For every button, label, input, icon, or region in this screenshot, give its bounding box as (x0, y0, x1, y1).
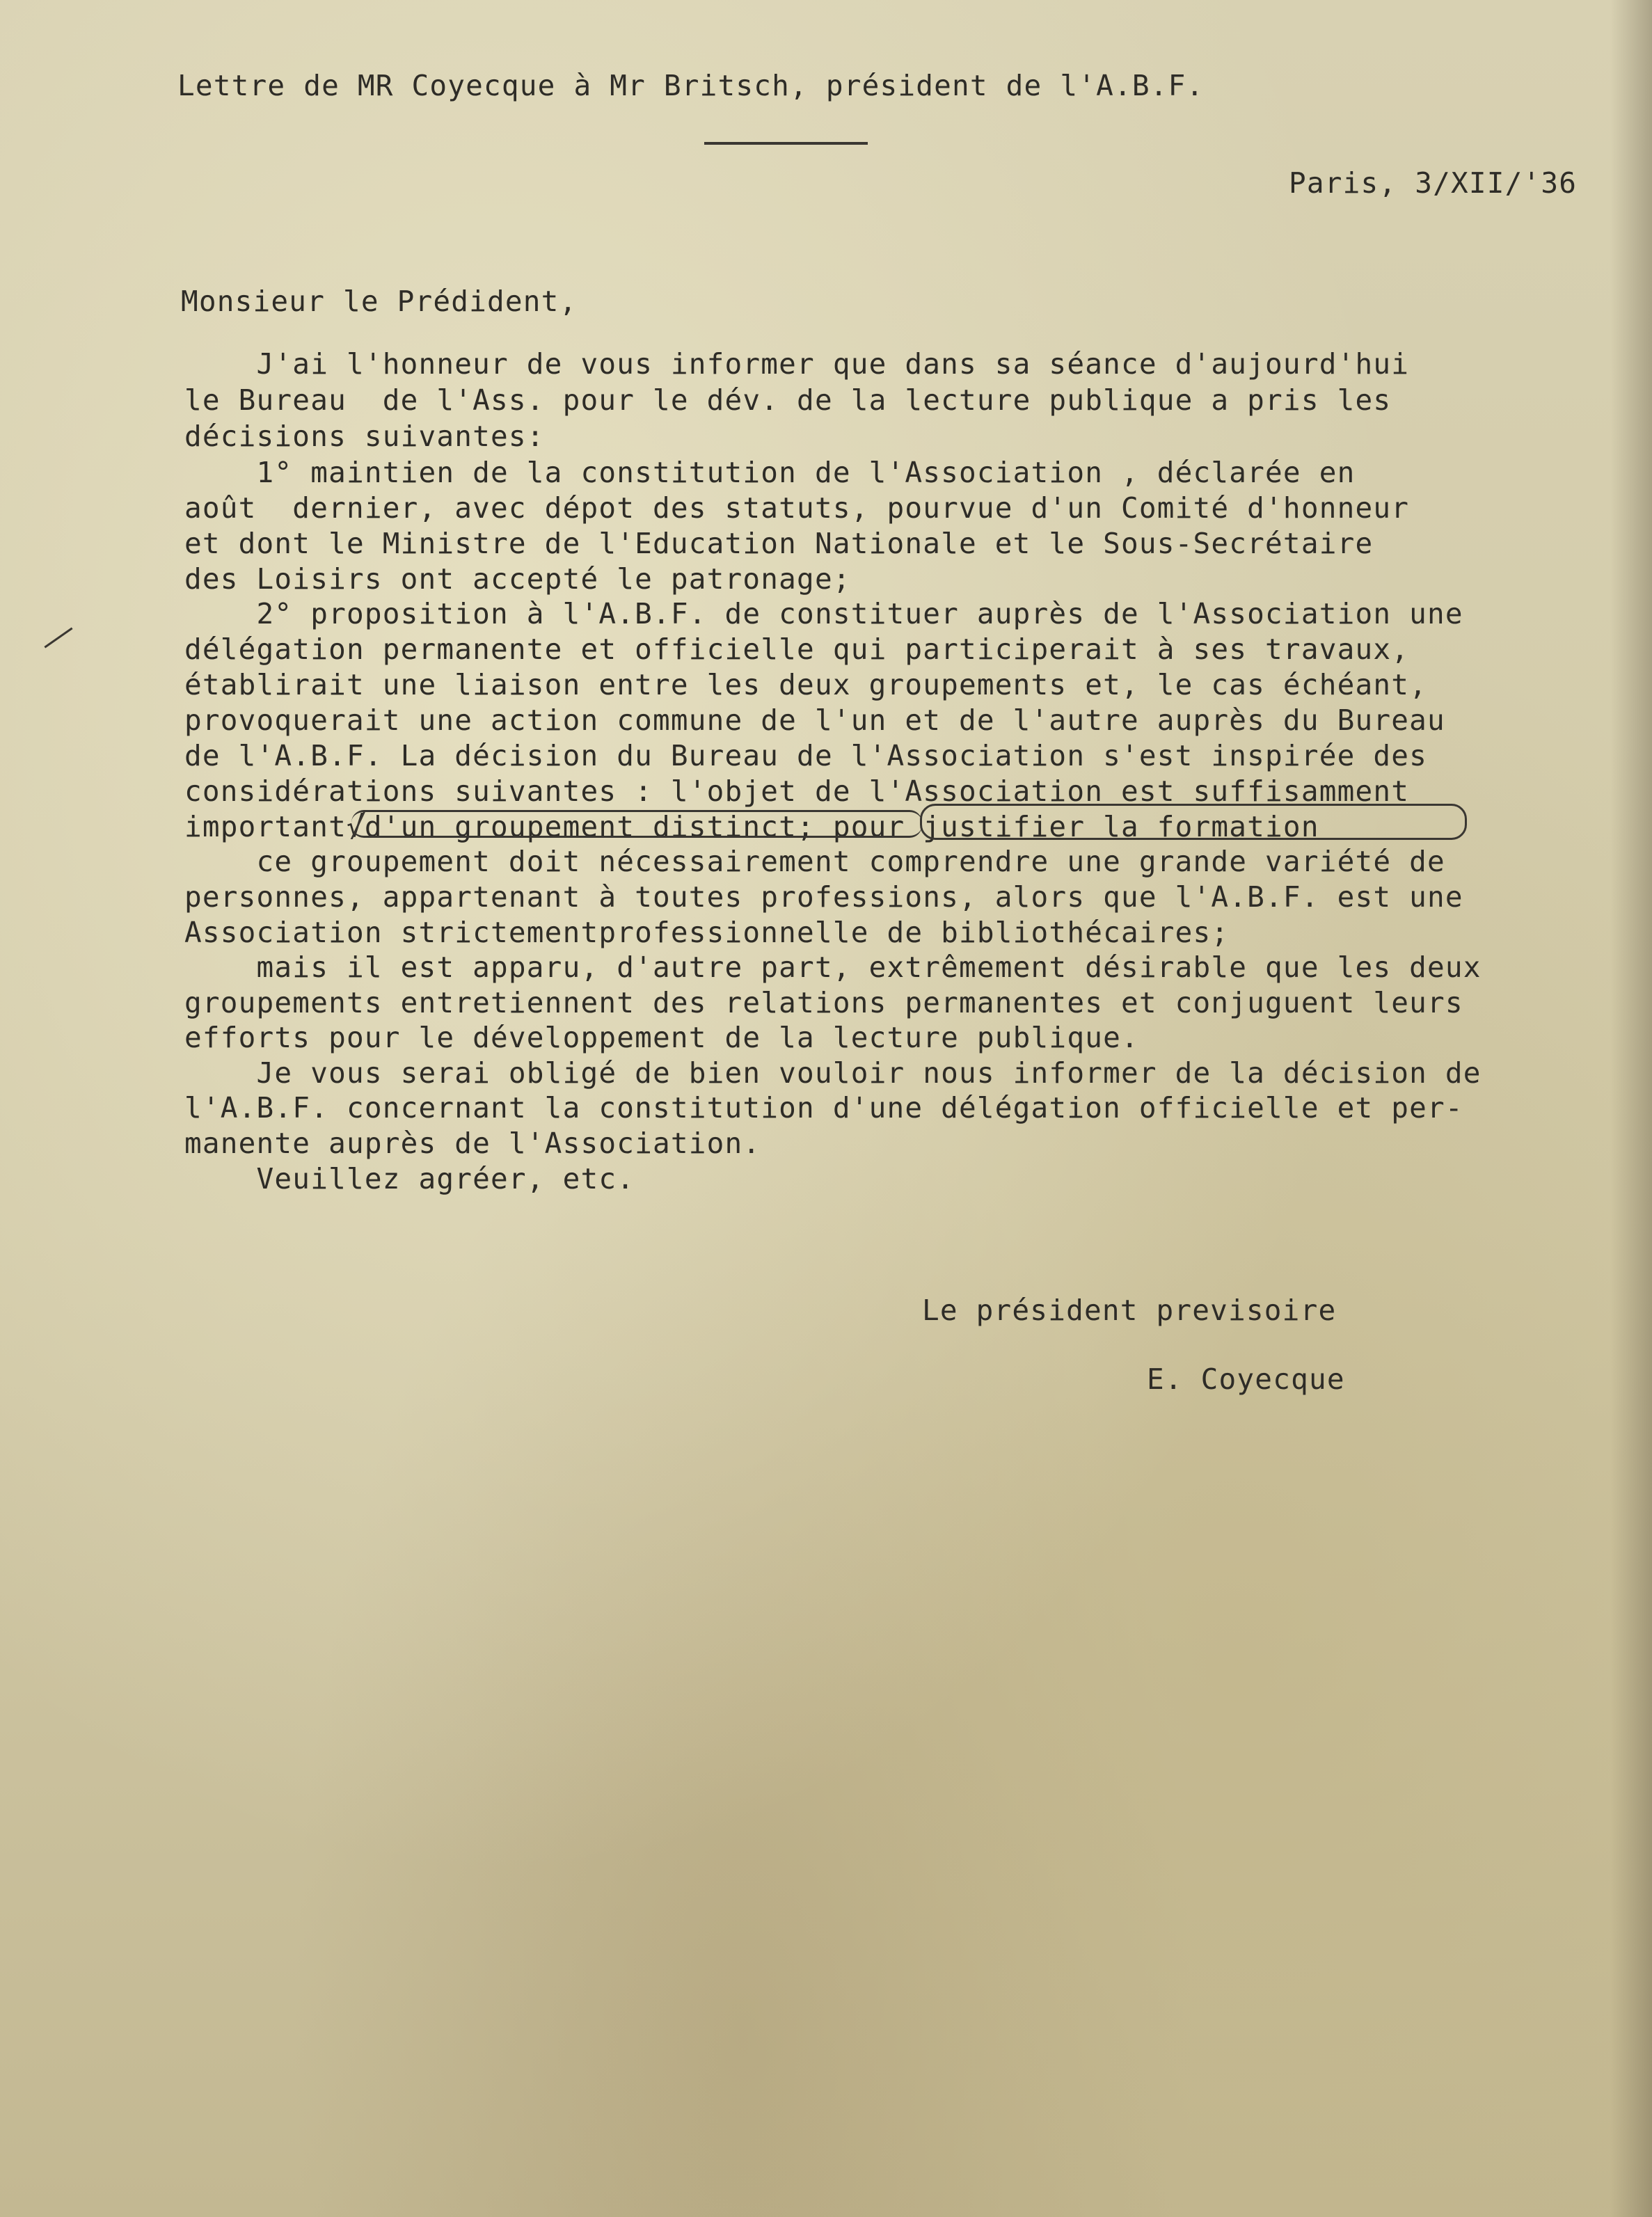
dateline: Paris, 3/XII/'36 (1289, 166, 1578, 200)
body-line: 2° proposition à l'A.B.F. de constituer auprès de l'Association une (184, 597, 1463, 630)
body-line: des Loisirs ont accepté le patronage; (184, 562, 851, 596)
body-line: manente auprès de l'Association. (184, 1127, 761, 1160)
salutation: Monsieur le Prédident, (181, 285, 578, 318)
closing-title: Le président previsoire (922, 1294, 1337, 1327)
body-line: groupements entretiennent des relations permanentes et conjuguent leurs (184, 986, 1463, 1019)
body-line: J'ai l'honneur de vous informer que dans sa séance d'aujourd'hui (184, 347, 1410, 381)
body-line: Association strictementprofessionnelle de bibliothécaires; (184, 916, 1230, 949)
body-line: efforts pour le développement de la lecture publique. (184, 1021, 1139, 1054)
body-line: provoquerait une action commune de l'un et de l'autre auprès du Bureau (184, 704, 1445, 737)
body-line: mais il est apparu, d'autre part, extrêmement désirable que les deux (184, 951, 1482, 984)
body-line: décisions suivantes: (184, 420, 545, 453)
body-line: important√d'un groupement distinct; pour justifier la formation (184, 810, 1319, 843)
body-line: 1° maintien de la constitution de l'Association , déclarée en (184, 456, 1356, 489)
page-edge-shadow (1610, 0, 1652, 2217)
body-line: août dernier, avec dépot des statuts, pourvue d'un Comité d'honneur (184, 491, 1410, 525)
handwritten-underline-annotation (351, 810, 922, 838)
body-line: personnes, appartenant à toutes professions, alors que l'A.B.F. est une (184, 880, 1463, 914)
body-line: établirait une liaison entre les deux groupements et, le cas échéant, (184, 668, 1428, 701)
signature-name: E. Coyecque (1147, 1362, 1345, 1396)
body-line: l'A.B.F. concernant la constitution d'une délégation officielle et per- (184, 1091, 1463, 1125)
body-line: Je vous serai obligé de bien vouloir nous informer de la décision de (184, 1056, 1482, 1090)
body-line: de l'A.B.F. La décision du Bureau de l'Association s'est inspirée des (184, 739, 1428, 772)
handwritten-circle-annotation (920, 804, 1467, 840)
body-line: délégation permanente et officielle qui participerait à ses travaux, (184, 633, 1410, 666)
letter-heading: Lettre de MR Coyecque à Mr Britsch, président de l'A.B.F. (177, 69, 1205, 102)
body-line: ce groupement doit nécessairement comprendre une grande variété de (184, 845, 1445, 878)
body-line: considérations suivantes : l'objet de l'Association est suffisamment (184, 774, 1410, 808)
body-line: et dont le Ministre de l'Education Nationale et le Sous-Secrétaire (184, 527, 1374, 560)
body-line: le Bureau de l'Ass. pour le dév. de la lecture publique a pris les (184, 383, 1392, 417)
heading-rule (704, 142, 868, 145)
body-line: Veuillez agréer, etc. (184, 1162, 635, 1195)
stray-pen-mark (44, 628, 72, 649)
